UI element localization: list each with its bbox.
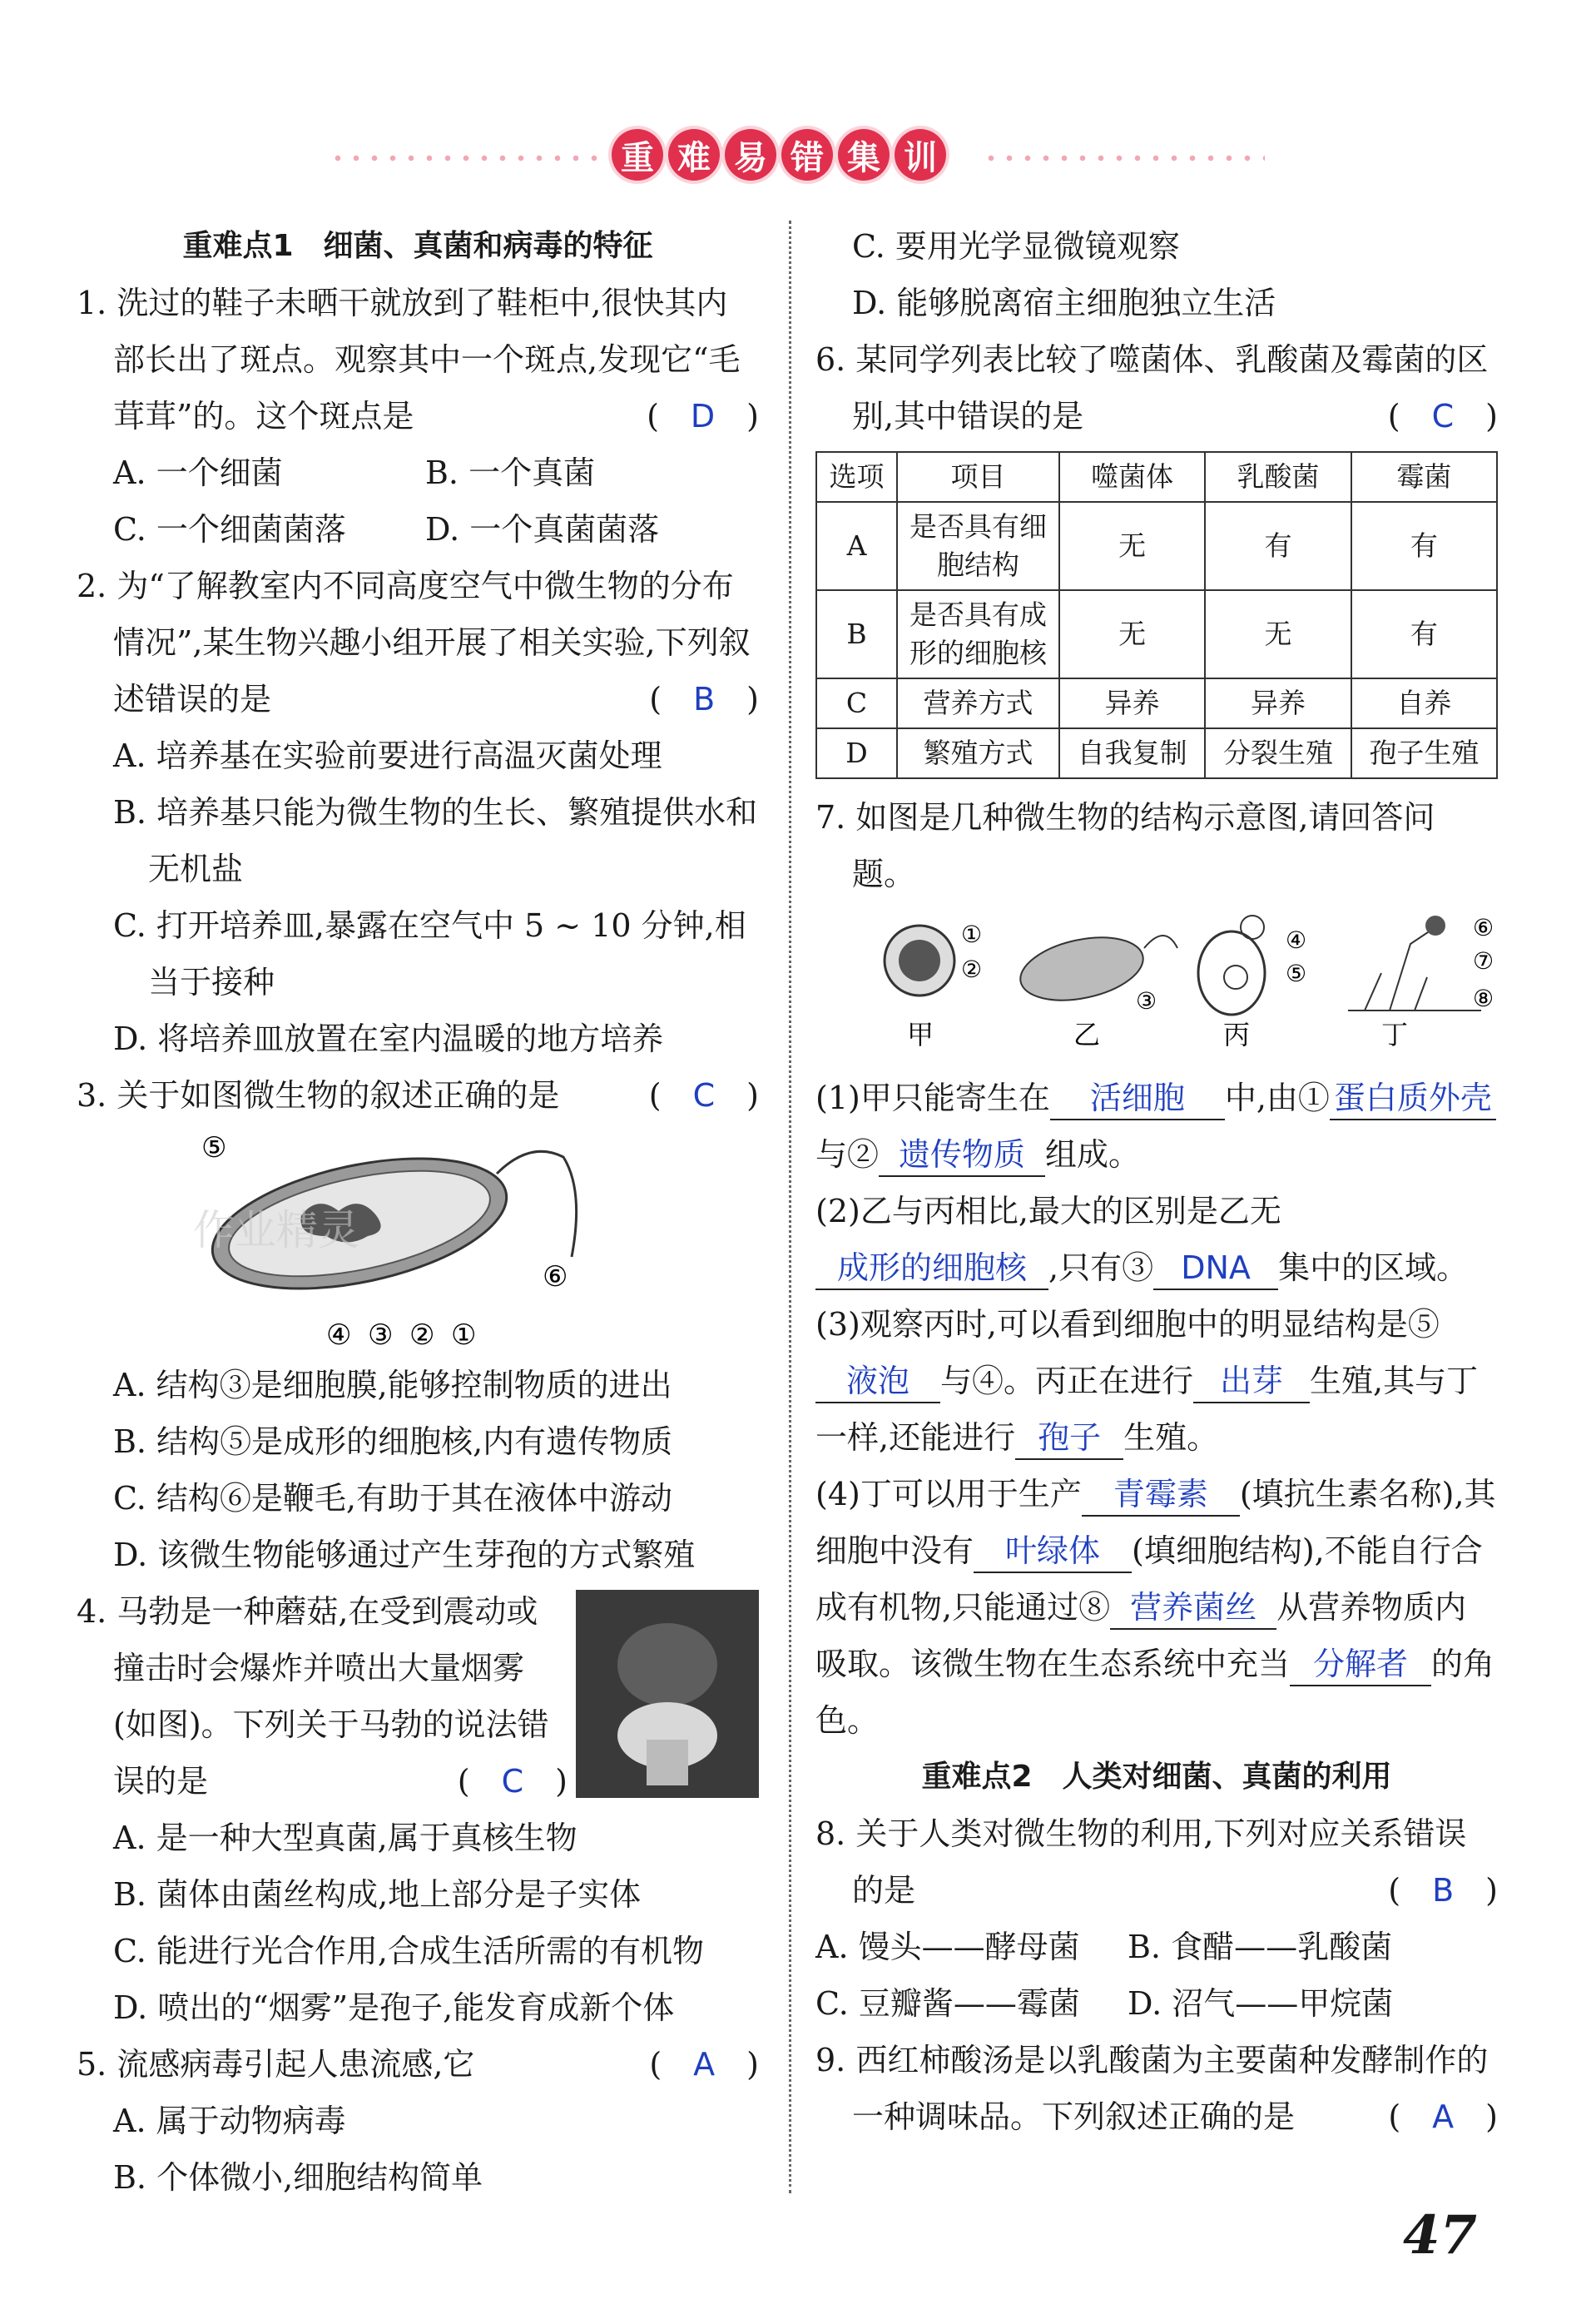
option-b: B. 食醋——乳酸菌: [1128, 1929, 1393, 1965]
answer-blank: 青霉素: [1082, 1473, 1240, 1517]
table-cell: 繁殖方式: [897, 728, 1059, 778]
text: 与④。丙正在进行: [940, 1363, 1194, 1399]
table-header-row: [816, 452, 1497, 502]
answer-blank: 蛋白质外壳: [1330, 1077, 1496, 1120]
label-5: ⑤: [1286, 960, 1307, 987]
label-2: ②: [961, 956, 983, 983]
q7-part-2: [815, 1183, 1498, 1296]
text: 生殖。: [1123, 1419, 1219, 1456]
page-number: 47: [1403, 2204, 1478, 2267]
table-cell: 有: [1351, 590, 1497, 678]
table-row: [816, 590, 1497, 678]
option-d: D. 该微生物能够通过产生芽孢的方式繁殖: [113, 1537, 696, 1573]
table-cell: 是否具有成形的细胞核: [897, 590, 1059, 678]
answer-blank: 成形的细胞核: [815, 1247, 1048, 1290]
question-6: 6. 某同学列表比较了噬菌体、乳酸菌及霉菌的区别,其中错误的是 ( C ) 选项 项目 噬菌体 乳酸菌 霉菌 A 是否具有细胞结构 无 有 有 B 是否具有成形的细胞核 无 无 有 C 营养方式 异养 异养 自养 D 繁殖方式 自我复制 分裂生殖 孢子生殖: [815, 331, 1498, 779]
table-row: [816, 728, 1497, 778]
question-stem: 2. 为“了解教室内不同高度空气中微生物的分布情况”,某生物兴趣小组开展了相关实验,下列叙述错误的是: [77, 568, 751, 718]
label-bing: 丙: [1223, 1019, 1251, 1050]
question-stem: 9. 西红柿酸汤是以乳酸菌为主要菌种发酵制作的一种调味品。下列叙述正确的是: [815, 2042, 1489, 2135]
table-header: 噬菌体: [1059, 452, 1205, 502]
text: 组成。: [1045, 1136, 1141, 1173]
answer-blank: 分解者: [1290, 1643, 1431, 1686]
table-cell: 异养: [1205, 678, 1351, 728]
header-char: 难: [668, 129, 720, 181]
option-a: A. 结构③是细胞膜,能够控制物质的进出: [113, 1367, 672, 1403]
answer-blank: 叶绿体: [974, 1530, 1132, 1573]
table-cell: 无: [1059, 502, 1205, 590]
answer-blank: 出芽: [1193, 1360, 1310, 1403]
text: 从营养物质内吸取。该微生物在生态系统中充当: [815, 1589, 1467, 1682]
label-2: ②: [409, 1318, 435, 1352]
table-header: 项目: [897, 452, 1059, 502]
option-c: C. 要用光学显微镜观察: [852, 228, 1180, 265]
text: 集中的区域。: [1278, 1249, 1469, 1286]
table-header: 选项: [816, 452, 897, 502]
answer-blank: 活细胞: [1050, 1077, 1225, 1120]
text: 中,由①: [1224, 1080, 1330, 1116]
label-5: ⑤: [201, 1131, 227, 1164]
bacterium-diagram: [77, 1124, 759, 1357]
option-d: D. 将培养皿放置在室内温暖的地方培养: [113, 1020, 664, 1057]
option-d: D. 喷出的“烟雾”是孢子,能发育成新个体: [113, 1989, 675, 2026]
header-char: 错: [781, 129, 833, 181]
option-c: C. 结构⑥是鞭毛,有助于其在液体中游动: [113, 1480, 672, 1517]
question-7: [815, 789, 1498, 1749]
option-a: A. 馒头——酵母菌: [815, 1929, 1080, 1965]
question-stem: 7. 如图是几种微生物的结构示意图,请回答问题。: [815, 799, 1435, 892]
option-b: B. 菌体由菌丝构成,地上部分是子实体: [113, 1876, 642, 1913]
table-cell: 孢子生殖: [1351, 728, 1497, 778]
question-4: 4. 马勃是一种蘑菇,在受到震动或撞击时会爆炸并喷出大量烟雾(如图)。下列关于马勃的说法错误的是 ( C ) A. 是一种大型真菌,属于真核生物 B. 菌体由菌丝构成,地上部分是子实体 C. 能进行光合作用,合成生活所需的有机物 D. 喷出的“烟雾”是孢子,能发育成新个体: [77, 1583, 759, 2036]
header-title: [612, 129, 946, 181]
section-title-1: 重难点1 细菌、真菌和病毒的特征: [182, 229, 653, 263]
watermark: 作业精灵: [193, 1206, 359, 1254]
puffball-photo: [576, 1590, 759, 1798]
question-2: 2. 为“了解教室内不同高度空气中微生物的分布情况”,某生物兴趣小组开展了相关实验,下列叙述错误的是 ( B ) A. 培养基在实验前要进行高温灭菌处理 B. 培养基只能为微生物的生长、繁殖提供水和无机盐 C. 打开培养皿,暴露在空气中 5 ~ 10 分钟,相当于接种 D. 将培养皿放置在室内温暖的地方培养: [77, 558, 759, 1067]
question-stem: 3. 关于如图微生物的叙述正确的是: [77, 1077, 560, 1114]
answer-blank: 液泡: [815, 1360, 940, 1403]
option-b: B. 结构⑤是成形的细胞核,内有遗传物质: [113, 1423, 673, 1460]
header-dots-left: [329, 155, 603, 161]
table-cell: A: [816, 502, 897, 590]
table-cell: 异养: [1059, 678, 1205, 728]
label-3: ③: [368, 1318, 394, 1352]
text: (填抗生素名称),其细胞中没有: [815, 1476, 1496, 1569]
table-cell: 自我复制: [1059, 728, 1205, 778]
q7-part-1: [815, 1070, 1498, 1183]
answer-blank: 孢子: [1015, 1417, 1123, 1460]
question-1: 1. 洗过的鞋子未晒干就放到了鞋柜中,很快其内部长出了斑点。观察其中一个斑点,发现它“毛茸茸”的。这个斑点是 ( D ) A. 一个细菌 B. 一个真菌 C. 一个细菌菌落 D. 一个真菌菌落: [77, 275, 759, 558]
label-3: ③: [1136, 987, 1157, 1015]
q7-part-3: [815, 1296, 1498, 1466]
label-6: ⑥: [1473, 914, 1494, 941]
microbe-diagram: [815, 902, 1498, 1052]
label-4: ④: [1286, 926, 1307, 954]
answer: A: [693, 2046, 716, 2083]
table-cell: 分裂生殖: [1205, 728, 1351, 778]
option-c: C. 打开培养皿,暴露在空气中 5 ~ 10 分钟,相当于接种: [113, 907, 746, 1001]
text: (3)观察丙时,可以看到细胞中的明显结构是⑤: [815, 1306, 1440, 1343]
table-cell: 无: [1059, 590, 1205, 678]
option-a: A. 一个细菌: [113, 454, 283, 491]
text: 与②: [815, 1136, 880, 1173]
label-8: ⑧: [1473, 985, 1494, 1012]
table-cell: 无: [1205, 590, 1351, 678]
table-row: [816, 678, 1497, 728]
answer: C: [1431, 398, 1455, 434]
bacterium-figure: [77, 1124, 759, 1357]
text: ,只有③: [1048, 1249, 1154, 1286]
option-d: D. 一个真菌菌落: [425, 511, 660, 548]
label-ding: 丁: [1381, 1019, 1409, 1050]
question-stem: 6. 某同学列表比较了噬菌体、乳酸菌及霉菌的区别,其中错误的是: [815, 341, 1489, 434]
option-b: B. 一个真菌: [425, 454, 596, 491]
label-jia: 甲: [907, 1019, 934, 1050]
option-b: B. 个体微小,细胞结构简单: [113, 2159, 483, 2196]
table-cell: 自养: [1351, 678, 1497, 728]
answer: A: [1432, 2098, 1455, 2135]
comparison-table: [815, 451, 1498, 779]
table-row: [816, 502, 1497, 590]
question-5: 5. 流感病毒引起人患流感,它 ( A ) A. 属于动物病毒 B. 个体微小,细胞结构简单: [77, 2036, 759, 2206]
label-yi: 乙: [1073, 1019, 1101, 1050]
header-dots-right: [982, 155, 1265, 161]
header-char: 训: [895, 129, 946, 181]
option-b: B. 培养基只能为微生物的生长、繁殖提供水和无机盐: [113, 794, 758, 887]
table-header: 霉菌: [1351, 452, 1497, 502]
section-title-2: 重难点2 人类对细菌、真菌的利用: [921, 1760, 1392, 1794]
option-c: C. 能进行光合作用,合成生活所需的有机物: [113, 1933, 704, 1969]
question-stem: 1. 洗过的鞋子未晒干就放到了鞋柜中,很快其内部长出了斑点。观察其中一个斑点,发现它“毛茸茸”的。这个斑点是: [77, 285, 741, 434]
column-divider: [789, 221, 791, 2193]
option-a: A. 培养基在实验前要进行高温灭菌处理: [113, 737, 662, 774]
option-a: A. 属于动物病毒: [113, 2103, 346, 2139]
table-header: 乳酸菌: [1205, 452, 1351, 502]
question-stem: 5. 流感病毒引起人患流感,它: [77, 2046, 475, 2083]
header-char: 重: [612, 129, 663, 181]
answer: D: [690, 398, 716, 434]
right-column: [815, 218, 1498, 2145]
answer-blank: 营养菌丝: [1110, 1587, 1276, 1630]
answer: B: [1432, 1872, 1455, 1909]
option-a: A. 是一种大型真菌,属于真核生物: [113, 1820, 577, 1856]
text: 生殖,其与丁一样,还能进行: [815, 1363, 1479, 1456]
header-char: 集: [838, 129, 890, 181]
question-stem: 4. 马勃是一种蘑菇,在受到震动或撞击时会爆炸并喷出大量烟雾(如图)。下列关于马勃的说法错误的是: [77, 1593, 549, 1800]
text: 的角色。: [815, 1646, 1495, 1739]
table-cell: 有: [1351, 502, 1497, 590]
table-cell: 是否具有细胞结构: [897, 502, 1059, 590]
answer: C: [501, 1763, 524, 1800]
option-d: D. 沼气——甲烷菌: [1128, 1985, 1394, 2022]
table-cell: B: [816, 590, 897, 678]
text: (4)丁可以用于生产: [815, 1476, 1082, 1512]
answer-blank: DNA: [1153, 1247, 1278, 1290]
header-char: 易: [725, 129, 776, 181]
q7-part-4: [815, 1466, 1498, 1749]
question-9: 9. 西红柿酸汤是以乳酸菌为主要菌种发酵制作的一种调味品。下列叙述正确的是 ( A ): [815, 2042, 1498, 2135]
question-3: 3. 关于如图微生物的叙述正确的是 ( C ) ⑤ ⑥ ④ ③ ② ① 作业精灵 A. 结构③是细胞膜,能够控制物质的进出 B. 结构⑤是成形的细胞核,内有遗传物质 C. 结构⑥是鞭毛,有助于其在液体中游动 D. 该微生物能够通过产生芽孢的方式繁殖: [77, 1067, 759, 1583]
label-6: ⑥: [543, 1260, 568, 1294]
question-8: 8. 关于人类对微生物的利用,下列对应关系错误的是 ( B ) A. 馒头——酵母菌 B. 食醋——乳酸菌 C. 豆瓣酱——霉菌 D. 沼气——甲烷菌: [815, 1805, 1498, 2032]
answer: C: [692, 1077, 716, 1114]
table-cell: 有: [1205, 502, 1351, 590]
label-1: ①: [451, 1318, 477, 1352]
section-header: [0, 125, 1596, 191]
question-stem: 8. 关于人类对微生物的利用,下列对应关系错误的是: [815, 1815, 1467, 1909]
option-c: C. 一个细菌菌落: [113, 511, 346, 548]
answer-blank: 遗传物质: [879, 1134, 1045, 1177]
label-4: ④: [326, 1318, 352, 1352]
left-column: [77, 218, 759, 2206]
option-c: C. 豆瓣酱——霉菌: [815, 1985, 1080, 2022]
option-d: D. 能够脱离宿主细胞独立生活: [852, 285, 1276, 321]
text: (填细胞结构),不能自行合成有机物,只能通过⑧: [815, 1532, 1483, 1626]
text: (1)甲只能寄生在: [815, 1080, 1050, 1116]
label-1: ①: [961, 921, 983, 948]
answer: B: [693, 681, 716, 718]
table-cell: D: [816, 728, 897, 778]
table-cell: 营养方式: [897, 678, 1059, 728]
label-7: ⑦: [1473, 947, 1494, 975]
text: (2)乙与丙相比,最大的区别是乙无: [815, 1193, 1281, 1229]
table-cell: C: [816, 678, 897, 728]
